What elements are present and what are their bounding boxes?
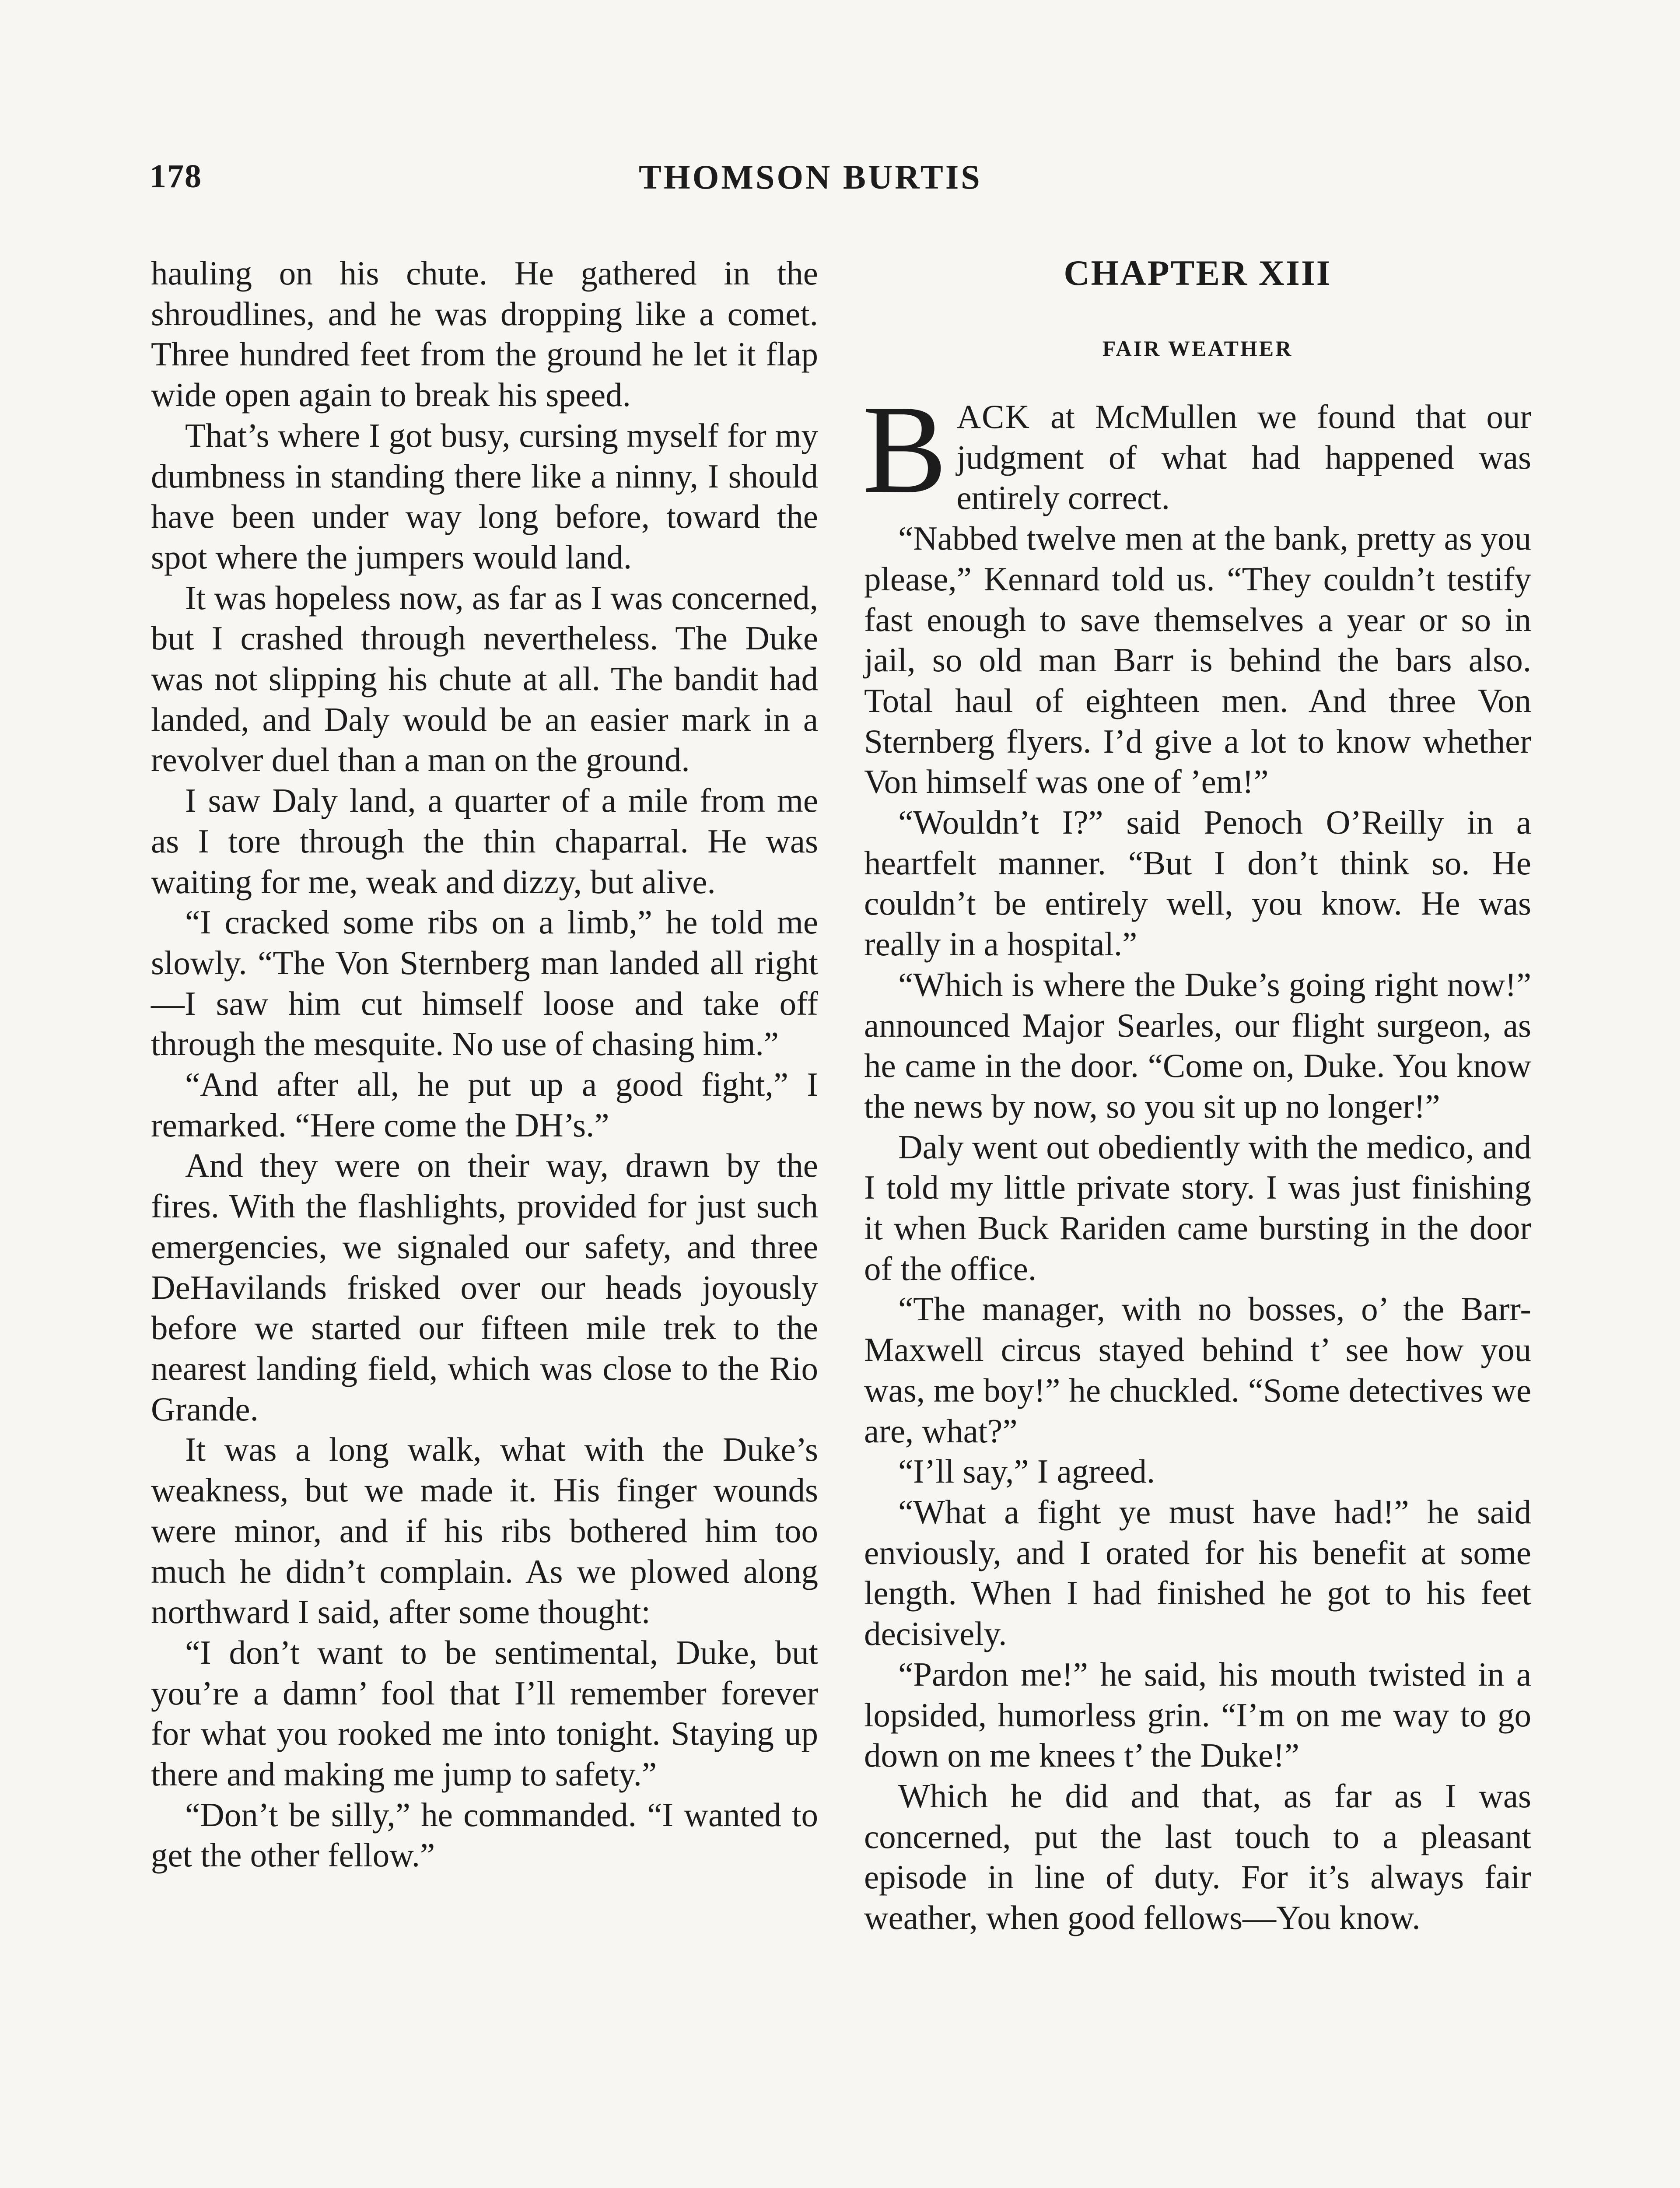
chapter-subtitle: FAIR WEATHER: [1102, 336, 1293, 361]
paragraph: “What a fight ye must have had!” he said enviously, and I orated for his benefit at some length. When I had finished he got to his feet decisively.: [864, 1493, 1531, 1653]
paragraph: “The manager, with no bosses, o’ the Barr-Maxwell circus stayed behind t’ see how you was, me boy!” he chuckled. “Some detectives we are, what?”: [864, 1290, 1531, 1450]
paragraph: “Wouldn’t I?” said Penoch O’Reilly in a heartfelt manner. “But I don’t think so. He couldn’t be entirely well, you know. He was really in a hospital.”: [864, 803, 1531, 963]
left-column: [151, 253, 818, 1876]
opening-paragraph: [862, 379, 1531, 519]
paragraph: “I cracked some ribs on a limb,” he told me slowly. “The Von Sternberg man landed all right—I saw him cut himself loose and take off through the mesquite. No use of chasing him.”: [151, 903, 818, 1063]
opening-lead: ACK: [956, 398, 1031, 435]
paragraph: “Don’t be silly,” he commanded. “I wanted to get the other fellow.”: [151, 1795, 818, 1874]
paragraph: hauling on his chute. He gathered in the shroudlines, and he was dropping like a comet. Three hundred feet from the ground he let it flap wide open again to break his speed.: [151, 254, 818, 414]
paragraph: I saw Daly land, a quarter of a mile from me as I tore through the thin chaparral. He was waiting for me, weak and dizzy, but alive.: [151, 782, 818, 901]
right-column: [864, 253, 1531, 1938]
drop-cap: B: [862, 379, 947, 519]
paragraph: It was hopeless now, as far as I was concerned, but I crashed through nevertheless. The Duke was not slipping his chute at all. The bandit had landed, and Daly would be an easier mark in a revolver duel than a man on the ground.: [151, 579, 818, 779]
paragraph: “Nabbed twelve men at the bank, pretty as you please,” Kennard told us. “They couldn’t testify fast enough to save themselves a year or so in jail, so old man Barr is behind the bars also. Total haul of eighteen men. And three Von Sternberg flyers. I’d give a lot to know whether Von himself was one of ’em!”: [864, 519, 1531, 801]
opening-text: at McMullen we found that our judgment of what had happened was entirely correct.: [956, 398, 1531, 517]
paragraph: “And after all, he put up a good fight,” I remarked. “Here come the DH’s.”: [151, 1066, 818, 1144]
paragraph: “I’ll say,” I agreed.: [898, 1452, 1155, 1490]
paragraph: “I don’t want to be sentimental, Duke, but you’re a damn’ fool that I’ll remember forever for what you rooked me into tonight. Staying up there and making me jump to safety.”: [151, 1633, 818, 1793]
paragraph: “Which is where the Duke’s going right now!” announced Major Searles, our flight surgeon, as he came in the door. “Come on, Duke. You know the news by now, so you sit up no longer!”: [864, 965, 1531, 1125]
paragraph: Which he did and that, as far as I was concerned, put the last touch to a pleasant episode in line of duty. For it’s always fair weather, when good fellows—You know.: [864, 1777, 1531, 1937]
page-number: 178: [150, 158, 202, 195]
chapter-title: CHAPTER XIII: [1064, 253, 1332, 293]
paragraph: “Pardon me!” he said, his mouth twisted in a lopsided, humorless grin. “I’m on me way to go down on me knees t’ the Duke!”: [864, 1655, 1531, 1774]
paragraph: And they were on their way, drawn by the fires. With the flashlights, provided for just such emergencies, we signaled our safety, and three DeHavilands frisked over our heads joyously before we started our fifteen mile trek to the nearest landing field, which was close to the Rio Grande.: [151, 1147, 818, 1428]
paragraph: That’s where I got busy, cursing myself for my dumbness in standing there like a ninny, I should have been under way long before, toward the spot where the jumpers would land.: [151, 416, 818, 576]
running-head: THOMSON BURTIS: [639, 158, 982, 196]
paragraph: It was a long walk, what with the Duke’s weakness, but we made it. His finger wounds were minor, and if his ribs bothered him too much he didn’t complain. As we plowed along northward I said, after some thought:: [151, 1431, 818, 1631]
paragraph: Daly went out obediently with the medico, and I told my little private story. I was just finishing it when Buck Rariden came bursting in the door of the office.: [864, 1128, 1531, 1287]
